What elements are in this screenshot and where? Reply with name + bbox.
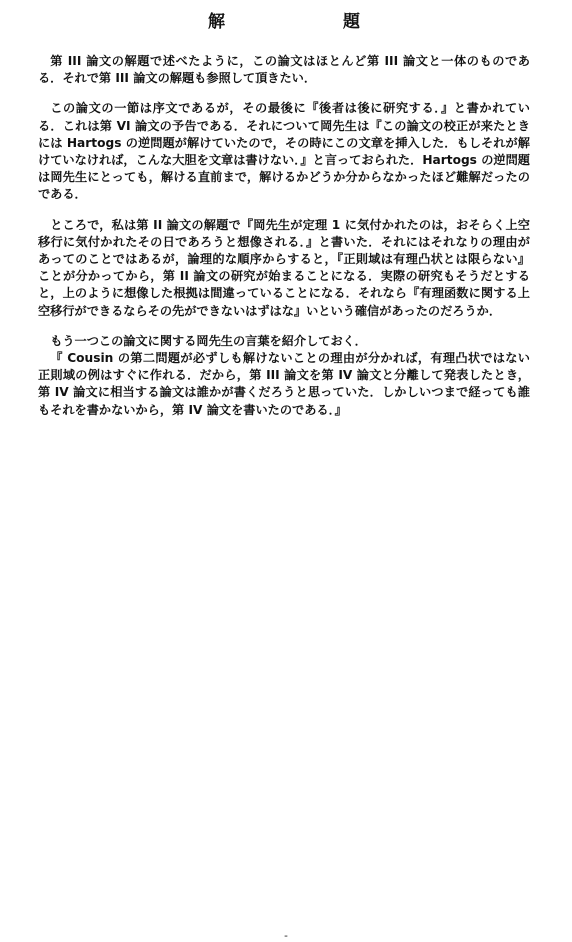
paragraph-5-quote: 『 Cousin の第二問題が必ずしも解けないことの理由が分かれば，有理凸状ではない正則域の例はすぐに作れる．だから，第 III 論文を第 IV 論文と分離して発表したとき，第 IV 論文に相当する論文は誰かが書くだろうと思っていた．しかしいつまで経っても誰もそれを書かないから，第 IV 論文を書いたのである．』: [38, 351, 530, 417]
paragraph-1: 第 III 論文の解題で述べたように，この論文はほとんど第 III 論文と一体のものである．それで第 III 論文の解題も参照して頂きたい．: [38, 54, 530, 86]
page-number: -: [284, 929, 288, 942]
paragraph-3: ところで，私は第 II 論文の解題で『岡先生が定理 1 に気付かれたのは，おそらく上空移行に気付かれたその日であろうと想像される．』と書いた．それにはそれなりの理由があってのことではあるが，論理的な順序からすると，『正則域は有理凸状とは限らない』ことが分かってから，第 II 論文の研究が始まることになる．実際の研究もそうだとすると，上のように想像した根拠は間違っていることになる．それなら『有理函数に関する上空移行ができるならその先ができないはずはな』いという確信があったのだろうか．: [38, 217, 530, 318]
page-title: 解 題: [208, 12, 388, 32]
paragraph-4: もう一つこの論文に関する岡先生の言葉を紹介しておく．: [50, 333, 367, 348]
paragraph-2: この論文の一節は序文であるが，その最後に『後者は後に研究する．』と書かれている．これは第 VI 論文の予告である．それについて岡先生は『この論文の校正が来たときには Hartogs の逆問題が解けていたので，その時にこの文章を挿入した．もしそれが解けていなければ，こんな大胆を文章は書けない．』と言っておられた．Hartogs の逆問題は岡先生にとっても，解ける直前まで，解けるかどうか分からなかったほど難解だったのである．: [38, 101, 530, 202]
document-page: [38, 10, 530, 419]
